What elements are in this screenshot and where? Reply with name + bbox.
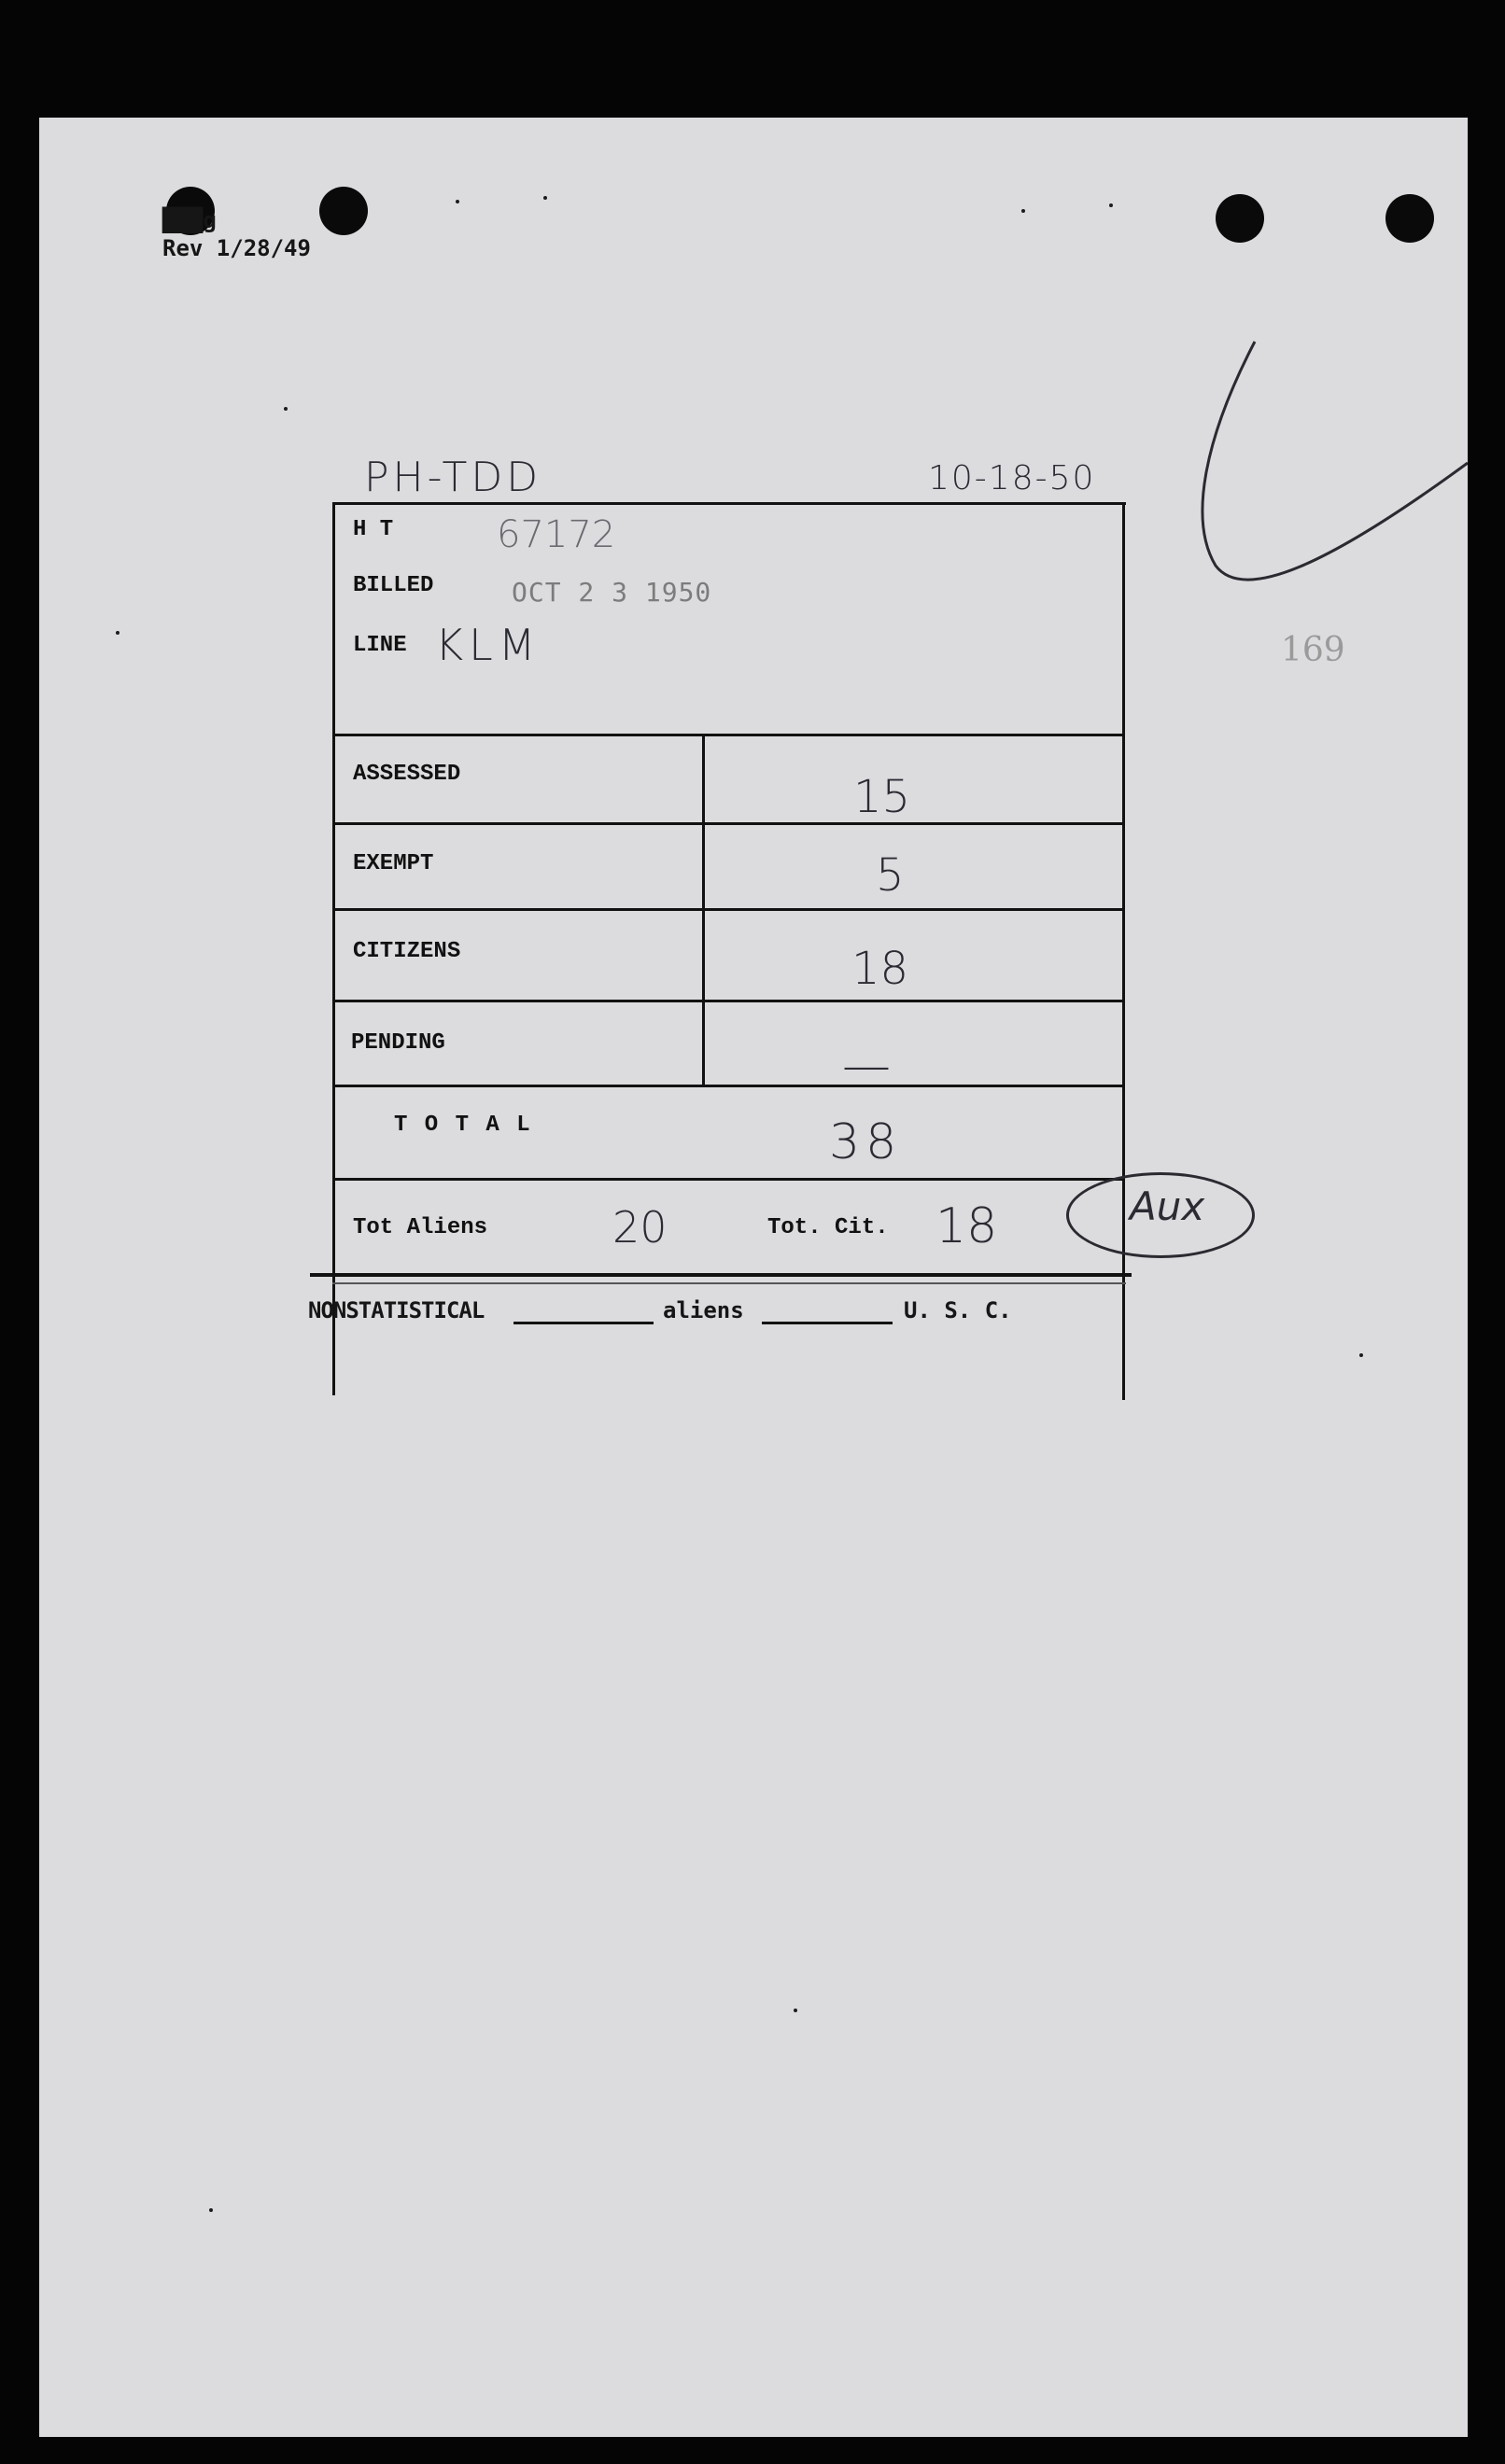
speck (794, 2009, 797, 2012)
form-bottom-border-2 (332, 1282, 1126, 1284)
speck (456, 200, 459, 203)
row-divider-4 (332, 1085, 1124, 1087)
speck (209, 2208, 213, 2212)
initials-annotation: Aux (1130, 1183, 1205, 1229)
row-divider-2 (332, 908, 1124, 911)
tot-aliens-label: Tot Aliens (353, 1215, 488, 1240)
tot-cit-label: Tot. Cit. (767, 1215, 889, 1240)
ht-value: 67172 (497, 513, 616, 556)
date-annotation: 10-18-50 (928, 459, 1096, 497)
line-label: LINE (353, 633, 407, 658)
tot-aliens-value: 20 (612, 1202, 668, 1253)
exempt-label: EXEMPT (353, 851, 434, 876)
aliens-blank (762, 1322, 893, 1324)
handwritten-curve (1188, 211, 1468, 622)
speck (284, 407, 288, 411)
document-sheet (39, 118, 1468, 2437)
billed-stamp: OCT 2 3 1950 (512, 577, 712, 608)
form-top-border (332, 502, 1126, 505)
tot-cit-value: 18 (935, 1198, 998, 1254)
ht-label: H T (353, 517, 394, 542)
row-divider-header (332, 734, 1124, 736)
form-left-border (332, 502, 335, 1395)
nonstatistical-blank (513, 1322, 654, 1324)
form-bottom-border (310, 1273, 1132, 1277)
assessed-label: ASSESSED (353, 762, 461, 787)
pending-value: — (842, 1038, 891, 1094)
speck (1021, 209, 1025, 213)
citizens-value: 18 (851, 943, 909, 995)
form-right-border (1122, 502, 1125, 1400)
punch-hole-2 (319, 187, 368, 235)
form-number: ███g (162, 207, 217, 233)
speck (543, 196, 547, 200)
usc-label: U. S. C. (904, 1297, 1012, 1323)
line-value: KLM (435, 620, 542, 670)
citizens-label: CITIZENS (353, 939, 461, 964)
row-divider-3 (332, 1000, 1124, 1002)
exempt-value: 5 (876, 849, 905, 902)
pending-label: PENDING (351, 1030, 445, 1056)
assessed-value: 15 (853, 771, 911, 823)
speck (1359, 1353, 1363, 1357)
row-divider-1 (332, 822, 1124, 825)
page-number: 169 (1281, 631, 1345, 669)
station-annotation: PH-TDD (364, 454, 542, 501)
aliens-label: aliens (663, 1297, 744, 1323)
column-divider (702, 734, 705, 1086)
total-label: T O T A L (394, 1113, 532, 1138)
billed-label: BILLED (353, 573, 434, 598)
speck (116, 631, 120, 635)
form-revision: Rev 1/28/49 (162, 235, 311, 261)
nonstatistical-label: NONSTATISTICAL (308, 1297, 485, 1323)
row-divider-5 (332, 1178, 1124, 1181)
speck (1109, 203, 1113, 207)
total-value: 38 (829, 1114, 903, 1170)
